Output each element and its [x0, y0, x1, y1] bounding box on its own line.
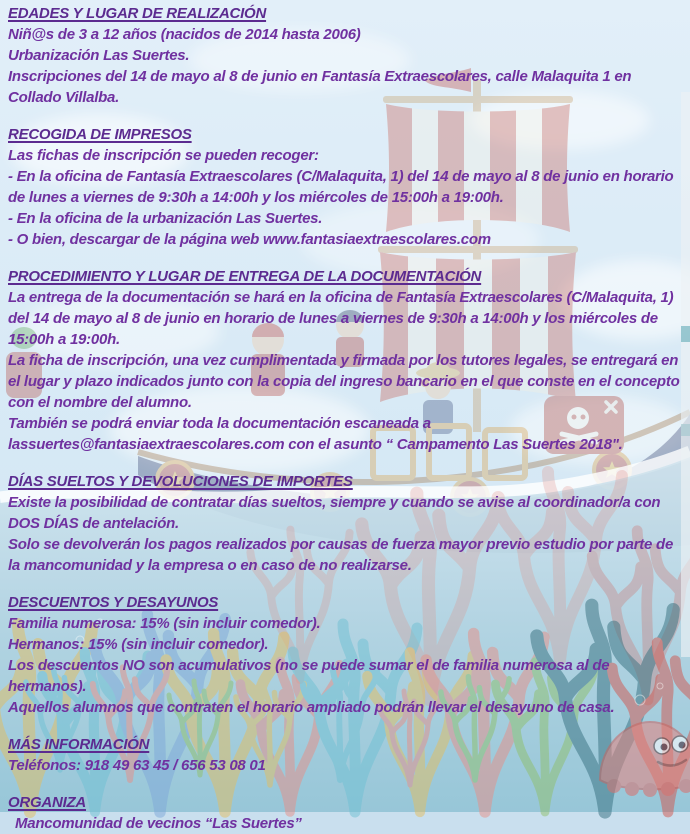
section-procedimiento-entrega — [8, 266, 684, 455]
section-heading: MÁS INFORMACIÓN — [8, 736, 150, 753]
paragraph: - En la oficina de la urbanización Las Suertes. — [8, 210, 323, 227]
section-heading: DÍAS SUELTOS Y DEVOLUCIONES DE IMPORTES — [8, 473, 353, 490]
section-heading: ORGANIZA — [8, 794, 86, 811]
paragraph: Aquellos alumnos que contraten el horario ampliado podrán llevar el desayuno de casa. — [8, 699, 615, 716]
section-organiza — [8, 792, 684, 834]
paragraph: - O bien, descargar de la página web www.fantasiaextraescolares.com — [8, 231, 491, 248]
paragraph: Las fichas de inscripción se pueden recoger: — [8, 147, 319, 164]
section-edades-y-lugar — [8, 3, 684, 108]
paragraph: También se podrá enviar toda la documentación escaneada a lassuertes@fantasiaextraescolares.com con el asunto “ Campamento Las Suertes 2018". — [8, 415, 623, 453]
paragraph: - En la oficina de Fantasía Extraescolares (C/Malaquita, 1) del 14 de mayo al 8 de junio en horario de lunes a viernes de 9:30h a 14:00h y los miércoles de 15:00h a 19:00h. — [8, 168, 674, 206]
paragraph: Inscripciones del 14 de mayo al 8 de junio en Fantasía Extraescolares, calle Malaquita 1 en Collado Villalba. — [8, 68, 632, 106]
paragraph: Existe la posibilidad de contratar días sueltos, siempre y cuando se avise al coordinador/a con DOS DÍAS de antelación. — [8, 494, 661, 532]
paragraph: Solo se devolverán los pagos realizados por causas de fuerza mayor previo estudio por parte de la mancomunidad y la empresa o en caso de no realizarse. — [8, 536, 674, 574]
section-heading: EDADES Y LUGAR DE REALIZACIÓN — [8, 5, 267, 22]
section-descuentos-desayunos — [8, 592, 684, 718]
section-heading: PROCEDIMIENTO Y LUGAR DE ENTREGA DE LA DOCUMENTACIÓN — [8, 268, 482, 285]
paragraph: Hermanos: 15% (sin incluir comedor). — [8, 636, 269, 653]
section-heading: DESCUENTOS Y DESAYUNOS — [8, 594, 219, 611]
paragraph: La entrega de la documentación se hará en la oficina de Fantasía Extraescolares (C/Malaquita, 1) del 14 de mayo al 8 de junio en horario de lunes a viernes de 9:30h a 14:00h y los miércoles de 15:00h a 19:00h. — [8, 289, 674, 348]
organizer-name: Mancomunidad de vecinos “Las Suertes” — [15, 815, 302, 832]
paragraph: Urbanización Las Suertes. — [8, 47, 190, 64]
paragraph: La ficha de inscripción, una vez cumplimentada y firmada por los tutores legales, se entregará en el lugar y plazo indicados junto con la copia del ingreso bancario en el que conste en el concepto con el nombre del alumno. — [8, 352, 680, 411]
section-heading: RECOGIDA DE IMPRESOS — [8, 126, 192, 143]
paragraph: Los descuentos NO son acumulativos (no se puede sumar el de familia numerosa al de hermanos). — [8, 657, 610, 695]
section-mas-informacion — [8, 734, 684, 776]
phone-numbers: Teléfonos: 918 49 63 45 / 656 53 08 01 — [8, 757, 266, 774]
section-recogida-de-impresos — [8, 124, 684, 250]
paragraph: Familia numerosa: 15% (sin incluir comedor). — [8, 615, 321, 632]
section-dias-sueltos-devoluciones — [8, 471, 684, 576]
paragraph: Niñ@s de 3 a 12 años (nacidos de 2014 hasta 2006) — [8, 26, 361, 43]
